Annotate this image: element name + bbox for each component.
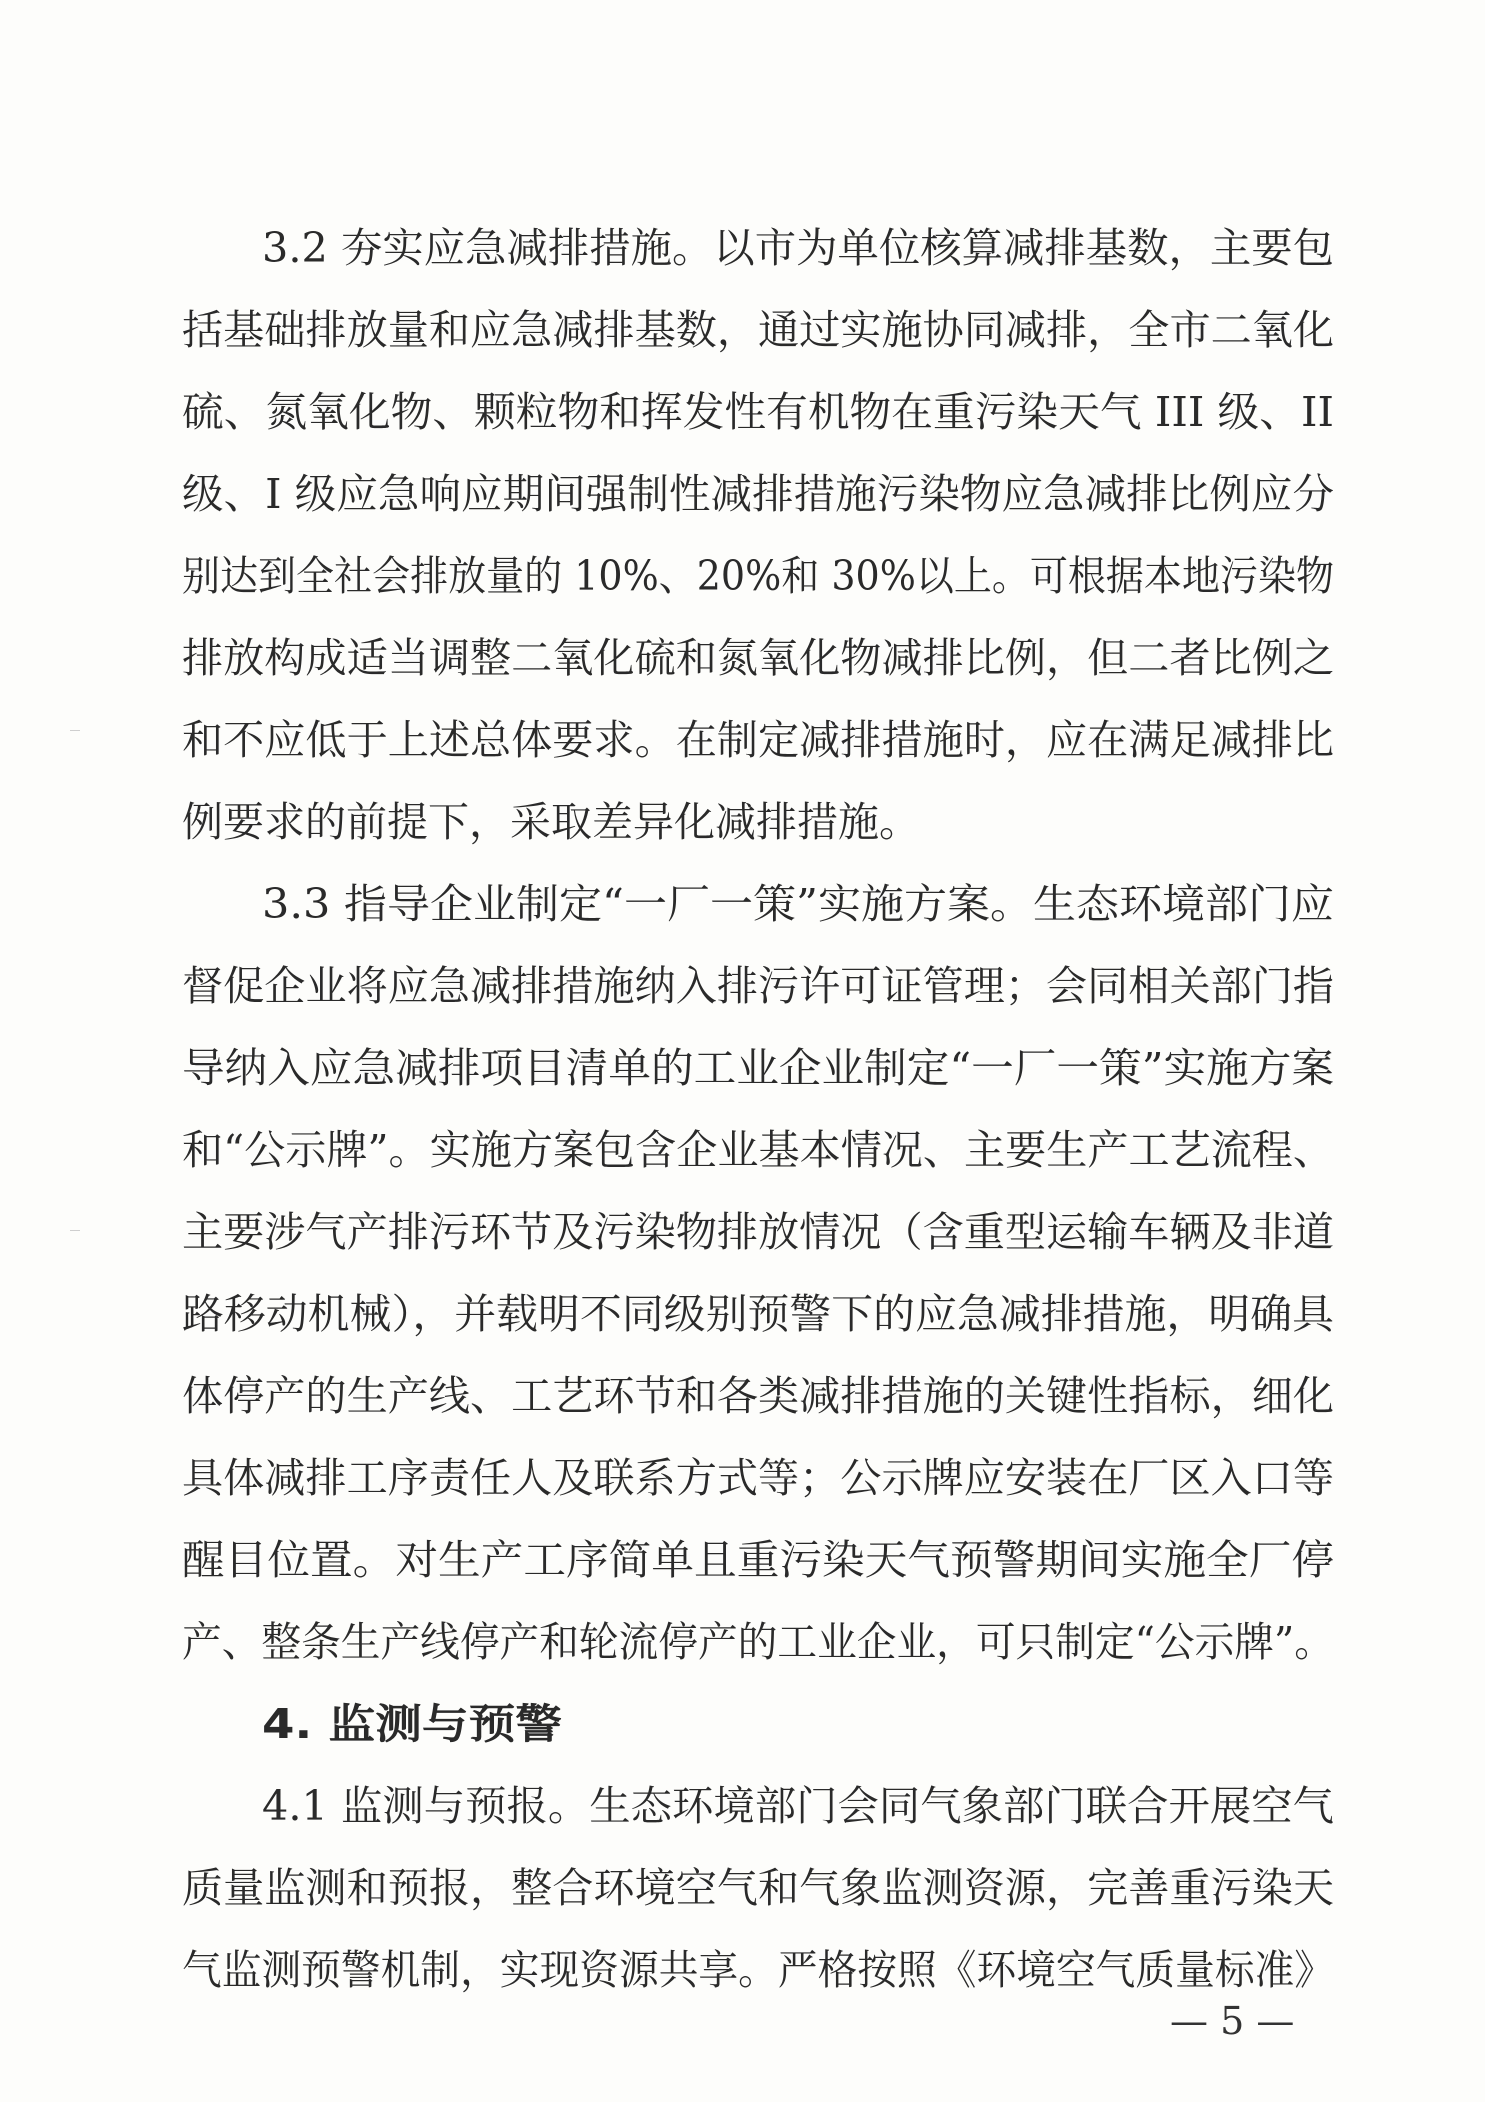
paragraph-3-3-line — [0, 1522, 1485, 1598]
section-heading — [0, 1686, 1485, 1762]
text-line: 督促企业将应急减排措施纳入排污许可证管理；会同相关部门指 — [182, 962, 1335, 1010]
paragraph-3-2-line — [0, 538, 1485, 614]
text-line: 质量监测和预报，整合环境空气和气象监测资源，完善重污染天 — [182, 1864, 1335, 1912]
paragraph-3-3-line — [0, 1112, 1485, 1188]
text-line: 主要涉气产排污环节及污染物排放情况（含重型运输车辆及非道 — [182, 1208, 1335, 1256]
text-line: 硫、氮氧化物、颗粒物和挥发性有机物在重污染天气 III 级、II — [182, 388, 1334, 436]
text-line: 3.2 夯实应急减排措施。以市为单位核算减排基数，主要包 — [262, 224, 1335, 272]
text-line: 体停产的生产线、工艺环节和各类减排措施的关键性指标，细化 — [182, 1372, 1335, 1420]
text-line: 排放构成适当调整二氧化硫和氮氧化物减排比例，但二者比例之 — [182, 634, 1335, 682]
paragraph-3-3-line — [0, 1194, 1485, 1270]
text-line: 产、整条生产线停产和轮流停产的工业企业，可只制定“公示牌”。 — [182, 1618, 1334, 1666]
text-line: 括基础排放量和应急减排基数，通过实施协同减排，全市二氧化 — [182, 306, 1335, 354]
text-line: 和“公示牌”。实施方案包含企业基本情况、主要生产工艺流程、 — [182, 1126, 1335, 1174]
text-line: 和不应低于上述总体要求。在制定减排措施时，应在满足减排比 — [182, 716, 1335, 764]
text-line: 路移动机械），并载明不同级别预警下的应急减排措施，明确具 — [182, 1290, 1334, 1338]
paragraph-3-2-line — [0, 210, 1485, 286]
paragraph-3-2-line — [0, 784, 1485, 860]
paragraph-3-3-line — [0, 1030, 1485, 1106]
text-line: 导纳入应急减排项目清单的工业企业制定“一厂一策”实施方案 — [182, 1044, 1335, 1092]
paragraph-3-3-line — [0, 1358, 1485, 1434]
paragraph-3-3-line — [0, 866, 1485, 942]
paragraph-3-2-line — [0, 292, 1485, 368]
paragraph-3-2-line — [0, 374, 1485, 450]
page-number: — 5 — — [1170, 1999, 1295, 2043]
paragraph-3-2-line — [0, 620, 1485, 696]
paragraph-3-3-line — [0, 1604, 1485, 1680]
section-heading-text: 4. 监测与预警 — [262, 1700, 563, 1748]
text-line: 3.3 指导企业制定“一厂一策”实施方案。生态环境部门应 — [262, 880, 1335, 928]
text-line: 例要求的前提下，采取差异化减排措施。 — [182, 798, 920, 846]
paragraph-4-1-line — [0, 1850, 1485, 1926]
text-line: 具体减排工序责任人及联系方式等；公示牌应安装在厂区入口等 — [182, 1454, 1335, 1502]
paragraph-3-2-line — [0, 456, 1485, 532]
text-line: 气监测预警机制，实现资源共享。严格按照《环境空气质量标准》 — [182, 1946, 1335, 1994]
text-line: 4.1 监测与预报。生态环境部门会同气象部门联合开展空气 — [262, 1782, 1335, 1830]
text-line: 级、I 级应急响应期间强制性减排措施污染物应急减排比例应分 — [182, 470, 1335, 518]
paragraph-3-3-line — [0, 948, 1485, 1024]
paragraph-3-3-line — [0, 1276, 1485, 1352]
paragraph-4-1-line — [0, 1768, 1485, 1844]
paragraph-3-2-line — [0, 702, 1485, 778]
text-line: 醒目位置。对生产工序简单且重污染天气预警期间实施全厂停 — [182, 1536, 1335, 1584]
text-line: 别达到全社会排放量的 10%、20%和 30%以上。可根据本地污染物 — [182, 552, 1335, 600]
paragraph-3-3-line — [0, 1440, 1485, 1516]
